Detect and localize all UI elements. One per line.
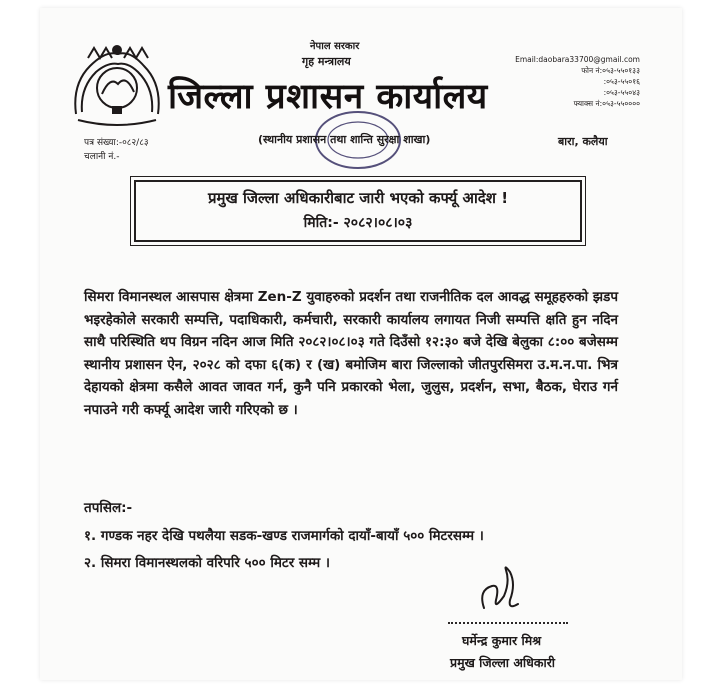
contact-fax: फोन नं:०५३-५५०१३३ [581,66,640,75]
branch-name: (स्थानीय प्रशासन तथा शान्ति सुरक्षा शाखा) [258,133,431,146]
letter-number: पत्र संख्या:-०८२/८३ [84,138,149,148]
letter-reference [84,136,149,164]
government-name: नेपाल सरकार [310,41,360,52]
ministry-name: गृह मन्त्रालय [302,55,351,68]
government-emblem-icon [68,36,166,128]
signer-name: घर्मेन्द्र कुमार मिश्र [462,633,542,648]
detail-item-1: १. गण्डक नहर देखि पथलैया सडक-खण्ड राजमार्गको दायाँ-बायाँ ५०० मिटरसम्म । [84,528,484,544]
signer-title: प्रमुख जिल्ला अधिकारी [450,655,556,670]
contact-phone-1: :०५३-५५०१६ [603,77,640,86]
curfew-notice-box [134,180,582,242]
signature-line [448,622,568,624]
dispatch-number: चलानी नं.- [84,152,120,162]
contact-phone-3: फ्याक्स नं:०५३-५५०००० [573,99,640,108]
handwritten-signature-icon [470,560,530,620]
detail-item-2: २. सिमरा विमानस्थलको वरिपरि ५०० मिटर सम्म । [84,555,330,571]
office-address: बारा, कलैया [558,135,608,148]
contact-email: Email:daobara33700@gmail.com [515,55,640,64]
details-label: तपसिल:- [84,500,133,516]
contact-phone-2: :०५३-५५०४३ [603,88,640,97]
office-title: जिल्ला प्रशासन कार्यालय [168,77,488,117]
order-paragraph: सिमरा विमानस्थल आसपास क्षेत्रमा Zen-Z युवाहरुको प्रदर्शन तथा राजनीतिक दल आवद्ध समूहहरुको झडप भइरहेकोले सरकारी सम्पत्ति, पदाधिकारी, कर्मचारी, सरकारी कार्यालय लगायत निजी सम्पत्ति क्षति हुन नदिन साथै परिस्थिति थप विग्रन नदिन आज मिति २०८२।०८।०३ गते दिउँसो १२:३० बजे देखि बेलुका ८:०० बजेसम्म स्थानीय प्रशासन ऐन, २०२८ को दफा ६(क) र (ख) बमोजिम बारा जिल्लाको जीतपुरसिमरा उ.म.न.पा. भित्र देहायको क्षेत्रमा कसैले आवत जावत गर्न, कुनै पनि प्रकारको भेला, जुलुस, प्रदर्शन, सभा, बैठक, घेराउ गर्न नपाउने गरी कर्फ्यू आदेश जारी गरिएको छ । [84,289,618,418]
contact-block [510,54,640,109]
notice-title: प्रमुख जिल्ला अधिकारीबाट जारी भएको कर्फ्यू आदेश ! [207,189,509,207]
notice-date: मिति:- २०८२।०८।०३ [303,215,413,231]
